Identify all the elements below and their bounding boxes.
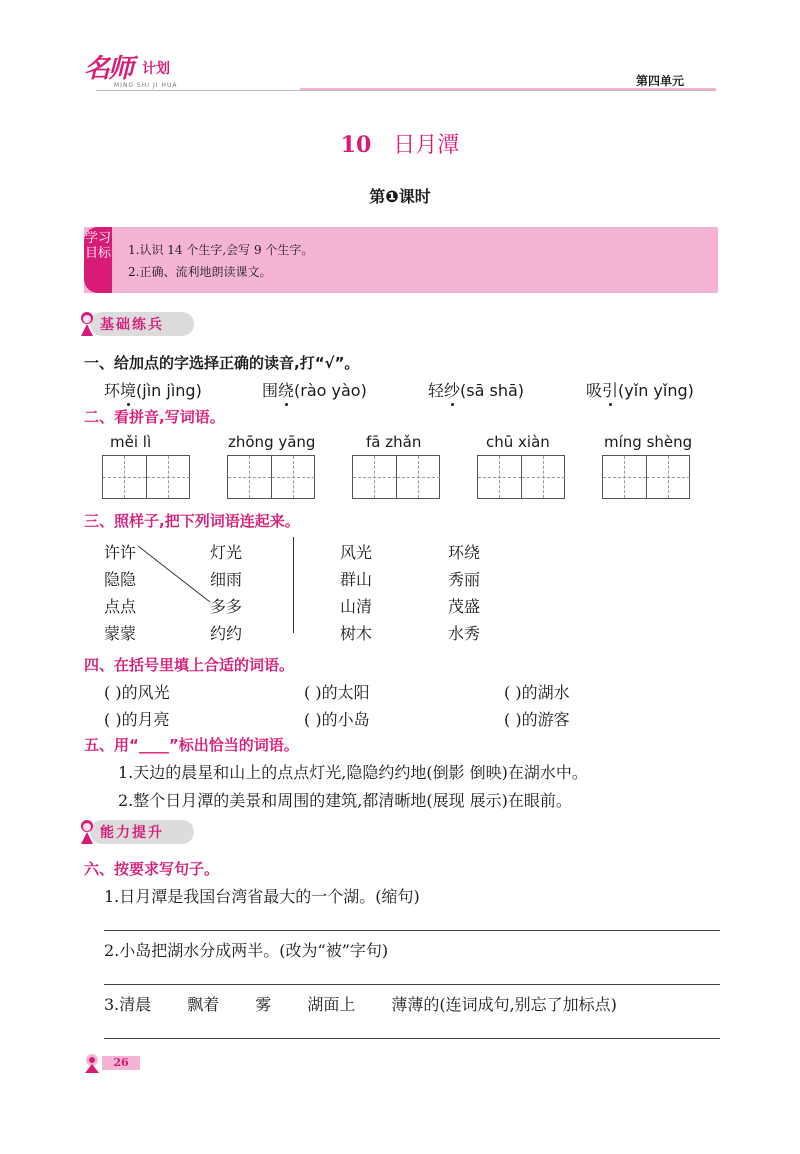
section-basic-banner <box>76 310 196 338</box>
match-word[interactable]: 约约 <box>210 624 243 643</box>
match-word[interactable]: 茂盛 <box>448 597 481 616</box>
match-word[interactable]: 树木 <box>340 624 373 643</box>
logo-script: 名师 <box>84 54 133 84</box>
section-basic-label: 基础练兵 <box>100 317 164 333</box>
column-divider <box>293 537 294 633</box>
example-link-line <box>130 540 220 610</box>
writing-grid[interactable] <box>477 455 565 499</box>
match-word[interactable]: 多多 <box>210 597 243 616</box>
match-word[interactable]: 水秀 <box>448 624 481 643</box>
goal-item: 2.正确、流利地朗读课文。 <box>128 265 272 279</box>
fill-blank-item[interactable]: ( )的湖水 <box>504 683 570 702</box>
lesson-number: 10 <box>340 132 372 158</box>
fill-blank-item[interactable]: ( )的月亮 <box>104 710 170 729</box>
match-word[interactable]: 灯光 <box>210 543 243 562</box>
writing-grid[interactable] <box>602 455 690 499</box>
pinyin-label: zhōng yāng <box>228 433 316 451</box>
fill-blank-item[interactable]: ( )的游客 <box>504 710 570 729</box>
q5-sentence[interactable]: 2.整个日月潭的美景和周围的建筑,都清晰地(展现 展示)在眼前。 <box>118 791 572 810</box>
girl-mascot-icon <box>76 310 98 338</box>
q1-item: 吸引(yǐn yǐng) <box>586 381 694 400</box>
unit-label: 第四单元 <box>636 74 685 88</box>
q4-title: 四、在括号里填上合适的词语。 <box>84 656 295 674</box>
pinyin-label: chū xiàn <box>486 433 550 451</box>
q6-prompt-words: 3.清晨 飘着 雾 湖面上 薄薄的(连词成句,别忘了加标点) <box>104 995 617 1014</box>
header-rule <box>96 90 716 91</box>
header-accent-rule <box>300 88 716 90</box>
q1-item: 轻纱(sā shā) <box>428 381 525 400</box>
q5-title: 五、用“____”标出恰当的词语。 <box>84 736 299 754</box>
q5-sentence[interactable]: 1.天边的晨星和山上的点点灯光,隐隐约约地(倒影 倒映)在湖水中。 <box>118 763 588 782</box>
q6-prompt: 1.日月潭是我国台湾省最大的一个湖。(缩句) <box>104 887 420 906</box>
q3-title: 三、照样子,把下列词语连起来。 <box>84 512 300 530</box>
publisher-logo <box>84 48 194 96</box>
period-title: 第❶课时 <box>369 187 431 206</box>
q1-title: 一、给加点的字选择正确的读音,打“√”。 <box>84 354 360 372</box>
match-word[interactable]: 蒙蒙 <box>104 624 137 643</box>
match-word[interactable]: 群山 <box>340 570 373 589</box>
flower-icon <box>82 1052 102 1074</box>
pinyin-label: měi lì <box>110 433 152 451</box>
fill-blank-item[interactable]: ( )的小岛 <box>304 710 370 729</box>
writing-grid[interactable] <box>102 455 190 499</box>
answer-line[interactable] <box>104 1038 720 1039</box>
match-word[interactable]: 点点 <box>104 597 137 616</box>
match-word[interactable]: 环绕 <box>448 543 481 562</box>
match-word[interactable]: 山清 <box>340 597 373 616</box>
logo-tiny: MING SHI JI HUA <box>114 82 178 89</box>
fill-blank-item[interactable]: ( )的风光 <box>104 683 170 702</box>
answer-line[interactable] <box>104 930 720 931</box>
writing-grid[interactable] <box>352 455 440 499</box>
q2-title: 二、看拼音,写词语。 <box>84 408 225 426</box>
page-number: 26 <box>102 1056 140 1070</box>
match-word[interactable]: 许许 <box>104 543 137 562</box>
lesson-name: 日月潭 <box>393 133 460 158</box>
match-word[interactable]: 风光 <box>340 543 373 562</box>
match-word[interactable]: 隐隐 <box>104 570 137 589</box>
match-word[interactable]: 秀丽 <box>448 570 481 589</box>
writing-grid[interactable] <box>227 455 315 499</box>
q6-prompt: 2.小岛把湖水分成两半。(改为“被”字句) <box>104 941 389 960</box>
match-word[interactable]: 细雨 <box>210 570 243 589</box>
learning-goals-box <box>84 227 718 293</box>
section-ability-banner <box>76 818 196 846</box>
goal-item: 1.认识 14 个生字,会写 9 个生字。 <box>128 243 314 257</box>
pinyin-label: fā zhǎn <box>366 433 422 451</box>
section-ability-label: 能力提升 <box>100 825 164 841</box>
answer-line[interactable] <box>104 984 720 985</box>
q1-item: 围绕(rào yào) <box>262 381 367 400</box>
lesson-title <box>0 128 800 159</box>
q1-item: 环境(jìn jìng) <box>104 381 202 400</box>
page-number-badge <box>82 1052 142 1074</box>
pinyin-label: míng shèng <box>604 433 693 451</box>
q6-title: 六、按要求写句子。 <box>84 860 220 878</box>
girl-mascot-icon <box>76 818 98 846</box>
logo-sub: 计划 <box>142 61 170 77</box>
fill-blank-item[interactable]: ( )的太阳 <box>304 683 370 702</box>
goals-badge: 学习目标 <box>84 227 112 293</box>
